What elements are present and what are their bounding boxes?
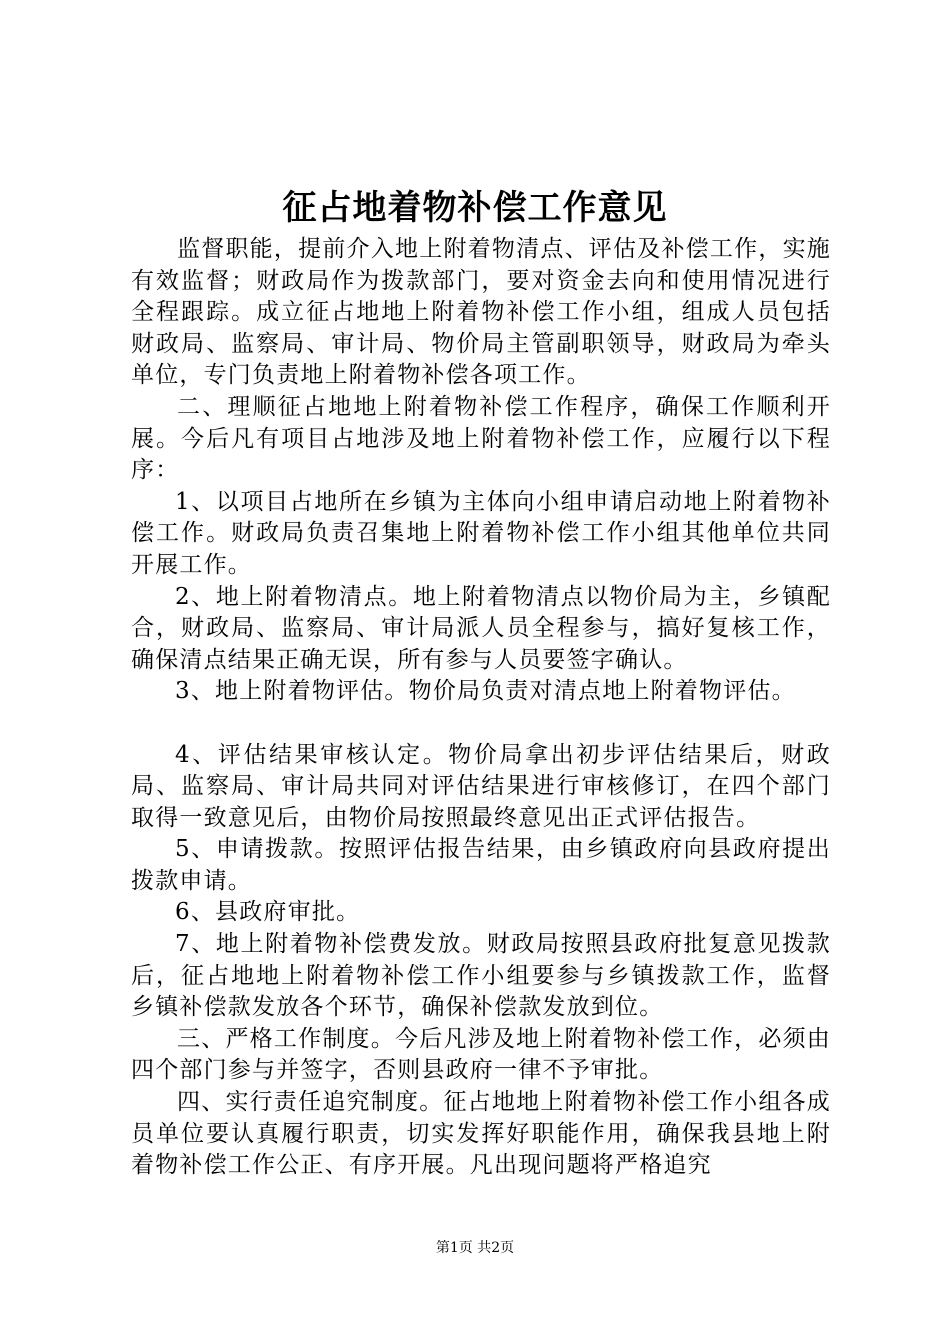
document-title: 征占地着物补偿工作意见 [282,188,668,228]
paragraph-gap [131,708,831,740]
paragraph-step-1: 1、以项目占地所在乡镇为主体向小组申请启动地上附着物补偿工作。财政局负责召集地上附着物补偿工作小组其他单位共同开展工作。 [131,488,831,578]
page-number-footer: 第1页 共2页 [435,1240,515,1256]
paragraph-section-four: 四、实行责任追究制度。征占地地上附着物补偿工作小组各成员单位要认真履行职责，切实发挥好职能作用，确保我县地上附着物补偿工作公正、有序开展。凡出现问题将严格追究 [131,1089,831,1179]
paragraph-section-two: 二、理顺征占地地上附着物补偿工作程序，确保工作顺利开展。今后凡有项目占地涉及地上附着物补偿工作，应履行以下程序： [131,393,831,484]
paragraph-section-three: 三、严格工作制度。今后凡涉及地上附着物补偿工作，必须由四个部门参与并签字，否则县政府一律不予审批。 [131,1025,831,1084]
paragraph-step-7: 7、地上附着物补偿费发放。财政局按照县政府批复意见拨款后，征占地地上附着物补偿工作小组要参与乡镇拨款工作，监督乡镇补偿款发放各个环节，确保补偿款发放到位。 [131,931,831,1021]
paragraph-step-4: 4、评估结果审核认定。物价局拿出初步评估结果后，财政局、监察局、审计局共同对评估结果进行审核修订，在四个部门取得一致意见后，由物价局按照最终意见出正式评估报告。 [131,741,831,831]
paragraph-step-5: 5、申请拨款。按照评估报告结果，由乡镇政府向县政府提出拨款申请。 [131,836,831,894]
paragraph-supervision: 监督职能，提前介入地上附着物清点、评估及补偿工作，实施有效监督；财政局作为拨款部门，要对资金去向和使用情况进行全程跟踪。成立征占地地上附着物补偿工作小组，组成人员包括财政局、监察局、审计局、物价局主管副职领导，财政局为牵头单位，专门负责地上附着物补偿各项工作。 [131,236,831,389]
paragraph-step-3: 3、地上附着物评估。物价局负责对清点地上附着物评估。 [175,678,796,705]
paragraph-step-2: 2、地上附着物清点。地上附着物清点以物价局为主，乡镇配合，财政局、监察局、审计局派人员全程参与，搞好复核工作，确保清点结果正确无误，所有参与人员要签字确认。 [131,583,831,673]
document-body [131,234,831,1182]
paragraph-step-6: 6、县政府审批。 [175,899,361,926]
